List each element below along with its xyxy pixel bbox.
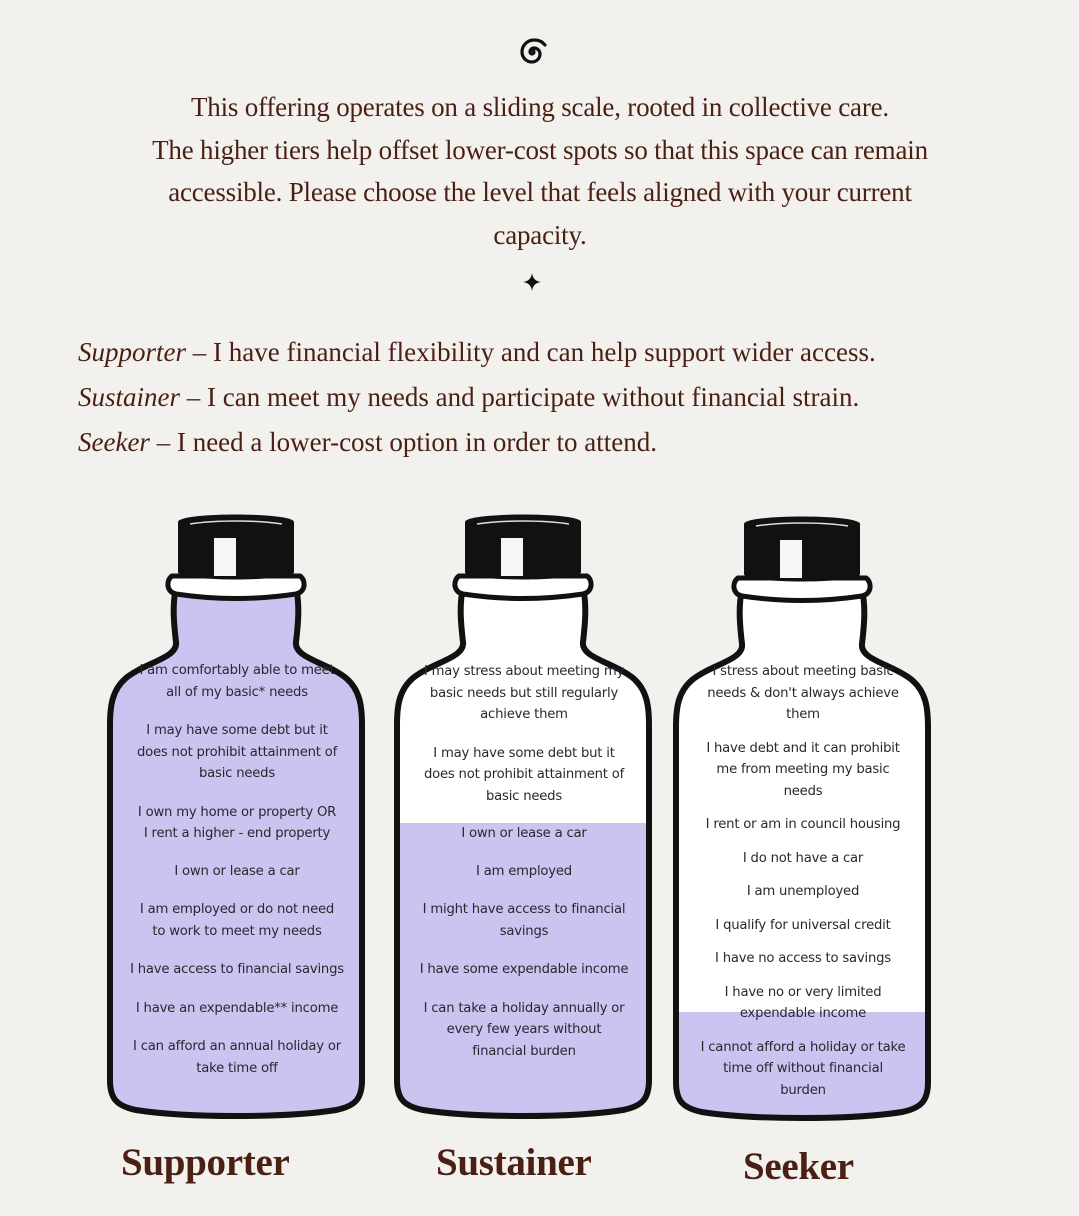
bottle-item: I am comfortably able to meet all of my basic* needs xyxy=(139,663,335,700)
bottle-item: I may have some debt but it does not prohibit attainment of basic needs xyxy=(136,723,338,781)
tier-description: – I need a lower-cost option in order to attend. xyxy=(149,427,658,457)
bottle-seeker xyxy=(672,512,934,1124)
bottle-item: I cannot afford a holiday or take time off without financial burden xyxy=(700,1039,906,1098)
label-sustainer: Sustainer xyxy=(436,1141,592,1184)
bottle-item: I may have some debt but it does not prohibit attainment of basic needs xyxy=(423,745,625,804)
intro-line: The higher tiers help offset lower-cost spots so that this space can remain xyxy=(152,134,928,165)
spiral-icon xyxy=(514,34,550,70)
bottle-item: I own or lease a car xyxy=(461,826,587,841)
intro-line: capacity. xyxy=(493,219,587,250)
bottle-item: I rent or am in council housing xyxy=(705,817,901,832)
intro-text xyxy=(60,86,1020,256)
label-supporter: Supporter xyxy=(121,1141,290,1184)
bottle-item: I might have access to financial savings xyxy=(422,902,626,939)
label-seeker: Seeker xyxy=(743,1145,854,1188)
tier-name: Seeker xyxy=(78,427,150,457)
tier-description: – I can meet my needs and participate without financial strain. xyxy=(180,382,860,412)
tier-description: – I have financial flexibility and can help support wider access. xyxy=(186,337,876,367)
bottle-item: I have debt and it can prohibit me from meeting my basic needs xyxy=(706,740,900,799)
bottle-supporter xyxy=(106,510,368,1122)
bottle-item: I own or lease a car xyxy=(174,863,300,879)
tier-descriptions xyxy=(78,330,1038,465)
tier-name: Supporter xyxy=(78,337,186,367)
bottle-item: I am employed or do not need to work to meet my needs xyxy=(139,902,335,939)
bottle-item: I have access to financial savings xyxy=(130,962,344,977)
bottle-items xyxy=(106,660,368,1079)
intro-line: This offering operates on a sliding scale, rooted in collective care. xyxy=(191,92,889,122)
bottle-item: I have no or very limited expendable income xyxy=(724,984,882,1021)
bottle-item: I do not have a car xyxy=(742,850,864,866)
bottle-item: I own my home or property OR I rent a higher - end property xyxy=(137,804,337,841)
bottle-sustainer xyxy=(393,510,655,1122)
sparkle-icon xyxy=(522,272,542,292)
bottle-item: I am employed xyxy=(476,863,572,879)
bottle-item: I am unemployed xyxy=(746,884,860,899)
tier-line-supporter xyxy=(78,330,1038,375)
bottle-item: I may stress about meeting my basic needs but still regularly achieve them xyxy=(423,664,625,722)
bottle-item: I have no access to savings xyxy=(715,951,891,966)
bottle-items xyxy=(672,661,934,1101)
bottle-item: I have some expendable income xyxy=(419,962,629,977)
bottle-item: I can take a holiday annually or every few years without financial burden xyxy=(423,1000,625,1059)
tier-name: Sustainer xyxy=(78,382,181,412)
bottle-item: I have an expendable** income xyxy=(135,1000,339,1016)
bottle-item: I qualify for universal credit xyxy=(715,917,891,933)
tier-line-sustainer xyxy=(78,375,1038,420)
tier-line-seeker xyxy=(78,420,1038,465)
intro-line: accessible. Please choose the level that feels aligned with your current xyxy=(168,177,912,207)
bottle-items xyxy=(393,661,655,1062)
bottle-item: I stress about meeting basic needs & don't always achieve them xyxy=(707,664,899,722)
bottle-item: I can afford an annual holiday or take time off xyxy=(133,1039,341,1076)
